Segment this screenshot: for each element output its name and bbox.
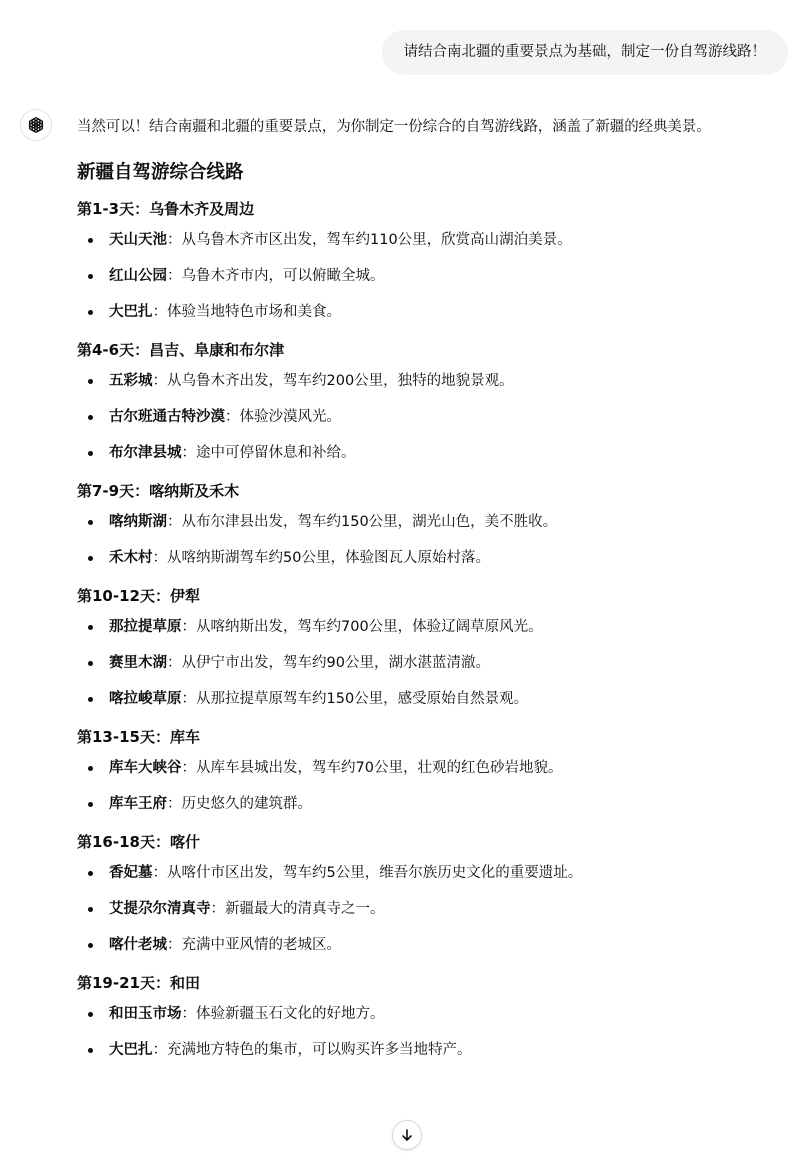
attraction-item <box>77 897 797 921</box>
attraction-name: 布尔津县城 <box>109 445 182 461</box>
scroll-to-bottom-button[interactable] <box>392 1120 422 1150</box>
attraction-item <box>77 933 797 957</box>
day-section <box>77 971 797 1062</box>
attraction-item <box>77 861 797 885</box>
attraction-item <box>77 546 797 570</box>
attraction-name: 禾木村 <box>109 550 153 566</box>
attraction-name: 那拉提草原 <box>109 619 182 635</box>
attraction-desc: ：从那拉提草原驾车约150公里，感受原始自然景观。 <box>181 691 529 707</box>
attraction-item <box>77 1002 797 1026</box>
attraction-desc: ：从布尔津县出发，驾车约150公里，湖光山色，美不胜收。 <box>167 514 558 530</box>
attraction-name: 天山天池 <box>109 232 167 248</box>
day-title: 第19-21天：和田 <box>77 974 200 992</box>
attraction-desc: ：从乌鲁木齐市区出发，驾车约110公里，欣赏高山湖泊美景。 <box>167 232 572 248</box>
attraction-name: 喀纳斯湖 <box>109 514 167 530</box>
attraction-item <box>77 651 797 675</box>
chatgpt-logo-icon <box>26 115 46 135</box>
attraction-desc: ：从库车县城出发，驾车约70公里，壮观的红色砂岩地貌。 <box>181 760 563 776</box>
attraction-desc: ：从喀纳斯出发，驾车约700公里，体验辽阔草原风光。 <box>181 619 543 635</box>
day-title: 第1-3天：乌鲁木齐及周边 <box>77 200 255 218</box>
attraction-desc: ：途中可停留休息和补给。 <box>181 445 356 461</box>
attraction-name: 红山公园 <box>109 268 167 284</box>
attraction-name: 和田玉市场 <box>109 1006 182 1022</box>
day-section <box>77 725 797 816</box>
attraction-name: 古尔班通古特沙漠 <box>109 409 225 425</box>
attraction-item <box>77 1038 797 1062</box>
attraction-item <box>77 756 797 780</box>
attraction-item <box>77 687 797 711</box>
user-message-bubble: 请结合南北疆的重要景点为基础，制定一份自驾游线路！ <box>382 30 789 75</box>
day-section <box>77 338 797 465</box>
attraction-item <box>77 264 797 288</box>
attraction-list <box>77 369 797 465</box>
assistant-avatar <box>20 109 52 141</box>
day-section <box>77 197 797 324</box>
attraction-name: 赛里木湖 <box>109 655 167 671</box>
attraction-list <box>77 510 797 570</box>
attraction-item <box>77 792 797 816</box>
attraction-desc: ：体验沙漠风光。 <box>225 409 341 425</box>
attraction-list <box>77 861 797 957</box>
attraction-list <box>77 1002 797 1062</box>
attraction-desc: ：历史悠久的建筑群。 <box>167 796 312 812</box>
route-title: 新疆自驾游综合线路 <box>77 162 244 183</box>
attraction-list <box>77 615 797 711</box>
day-title: 第10-12天：伊犁 <box>77 587 200 605</box>
attraction-list <box>77 756 797 816</box>
attraction-name: 大巴扎 <box>109 1042 153 1058</box>
attraction-name: 艾提尕尔清真寺 <box>109 901 211 917</box>
attraction-name: 喀拉峻草原 <box>109 691 182 707</box>
day-section <box>77 479 797 570</box>
itinerary <box>77 197 797 1062</box>
attraction-item <box>77 228 797 252</box>
arrow-down-icon <box>400 1128 414 1142</box>
day-title: 第16-18天：喀什 <box>77 833 200 851</box>
attraction-name: 大巴扎 <box>109 304 153 320</box>
attraction-desc: ：从喀什市区出发，驾车约5公里，维吾尔族历史文化的重要遗址。 <box>152 865 583 881</box>
assistant-response <box>77 115 797 1076</box>
attraction-desc: ：从伊宁市出发，驾车约90公里，湖水湛蓝清澈。 <box>167 655 490 671</box>
attraction-desc: ：新疆最大的清真寺之一。 <box>210 901 385 917</box>
attraction-name: 喀什老城 <box>109 937 167 953</box>
attraction-list <box>77 228 797 324</box>
response-intro: 当然可以！结合南疆和北疆的重要景点，为你制定一份综合的自驾游线路，涵盖了新疆的经典美景。 <box>77 119 711 135</box>
attraction-name: 库车王府 <box>109 796 167 812</box>
attraction-item <box>77 300 797 324</box>
attraction-desc: ：体验当地特色市场和美食。 <box>152 304 341 320</box>
attraction-item <box>77 369 797 393</box>
day-title: 第13-15天：库车 <box>77 728 200 746</box>
attraction-desc: ：从乌鲁木齐出发，驾车约200公里，独特的地貌景观。 <box>152 373 514 389</box>
attraction-desc: ：乌鲁木齐市内，可以俯瞰全城。 <box>167 268 385 284</box>
day-section <box>77 830 797 957</box>
day-title: 第7-9天：喀纳斯及禾木 <box>77 482 240 500</box>
attraction-desc: ：体验新疆玉石文化的好地方。 <box>181 1006 385 1022</box>
attraction-desc: ：充满中亚风情的老城区。 <box>167 937 341 953</box>
attraction-name: 香妃墓 <box>109 865 153 881</box>
attraction-item <box>77 405 797 429</box>
attraction-item <box>77 510 797 534</box>
attraction-desc: ：充满地方特色的集市，可以购买许多当地特产。 <box>152 1042 472 1058</box>
attraction-name: 五彩城 <box>109 373 153 389</box>
attraction-item <box>77 441 797 465</box>
attraction-desc: ：从喀纳斯湖驾车约50公里，体验图瓦人原始村落。 <box>152 550 490 566</box>
day-section <box>77 584 797 711</box>
attraction-name: 库车大峡谷 <box>109 760 182 776</box>
attraction-item <box>77 615 797 639</box>
day-title: 第4-6天：昌吉、阜康和布尔津 <box>77 341 285 359</box>
